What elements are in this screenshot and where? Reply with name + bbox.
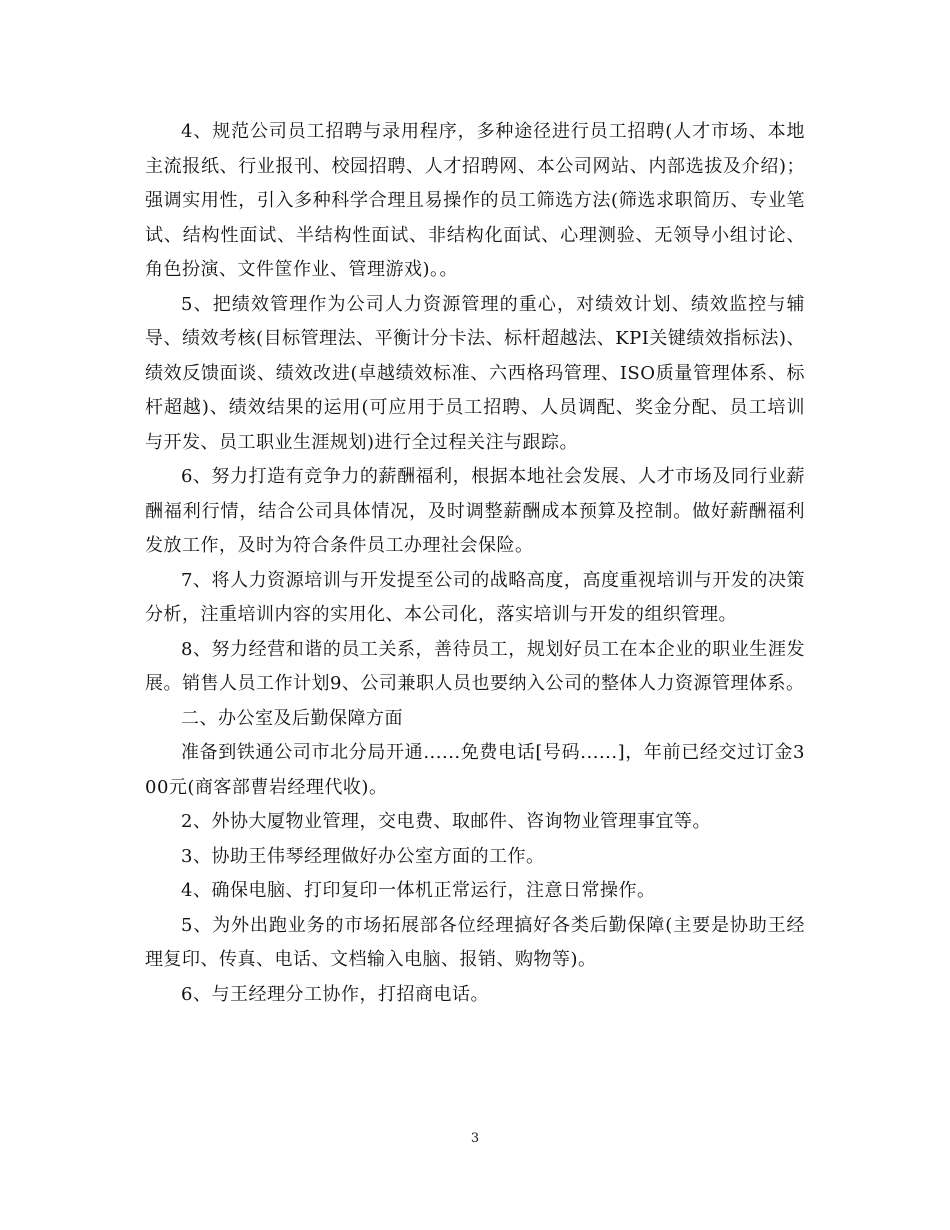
paragraph-employee-relations: 8、努力经营和谐的员工关系，善待员工，规划好员工在本企业的职业生涯发展。销售人员工作计划9、公司兼职人员也要纳入公司的整体人力资源管理体系。 [145,638,805,694]
paragraph-calls: 6、与王经理分工协作，打招商电话。 [181,983,489,1005]
paragraph-compensation: 6、努力打造有竞争力的薪酬福利，根据本地社会发展、人才市场及同行业薪酬福利行情，结合公司具体情况，及时调整薪酬成本预算及控制。做好薪酬福利发放工作，及时为符合条件员工办理社会保险。 [145,466,805,556]
paragraph-performance: 5、把绩效管理作为公司人力资源管理的重心，对绩效计划、绩效监控与辅导、绩效考核(目标管理法、平衡计分卡法、标杆超越法、KPI关键绩效指标法)、绩效反馈面谈、绩效改进(卓越绩效标准、六西格玛管理、ISO质量管理体系、标杆超越)、绩效结果的运用(可应用于员工招聘、人员调配、奖金分配、员工培训与开发、员工职业生涯规划)进行全过程关注与跟踪。 [145,293,805,453]
paragraph-logistics: 5、为外出跑业务的市场拓展部各位经理搞好各类后勤保障(主要是协助王经理复印、传真、电话、文档输入电脑、报销、购物等)。 [145,914,805,970]
section-heading-office: 二、办公室及后勤保障方面 [181,707,403,729]
paragraph-property: 2、外协大厦物业管理，交电费、取邮件、咨询物业管理事宜等。 [181,811,711,832]
paragraph-equipment: 4、确保电脑、打印复印一体机正常运行，注意日常操作。 [181,880,656,901]
paragraph-assist-office: 3、协助王伟琴经理做好办公室方面的工作。 [181,845,545,867]
page-number: 3 [470,1131,480,1146]
paragraph-phone: 准备到铁通公司市北分局开通......免费电话[号码......]，年前已经交过订金300元(商客部曹岩经理代收)。 [145,742,805,798]
document-body [145,115,805,1012]
paragraph-training: 7、将人力资源培训与开发提至公司的战略高度，高度重视培训与开发的决策分析，注重培训内容的实用化、本公司化，落实培训与开发的组织管理。 [145,569,805,625]
paragraph-recruitment: 4、规范公司员工招聘与录用程序，多种途径进行员工招聘(人才市场、本地主流报纸、行业报刊、校园招聘、人才招聘网、本公司网站、内部选拔及介绍)；强调实用性，引入多种科学合理且易操作的员工筛选方法(筛选求职简历、专业笔试、结构性面试、半结构性面试、非结构化面试、心理测验、无领导小组讨论、角色扮演、文件筐作业、管理游戏)。。 [145,121,805,280]
